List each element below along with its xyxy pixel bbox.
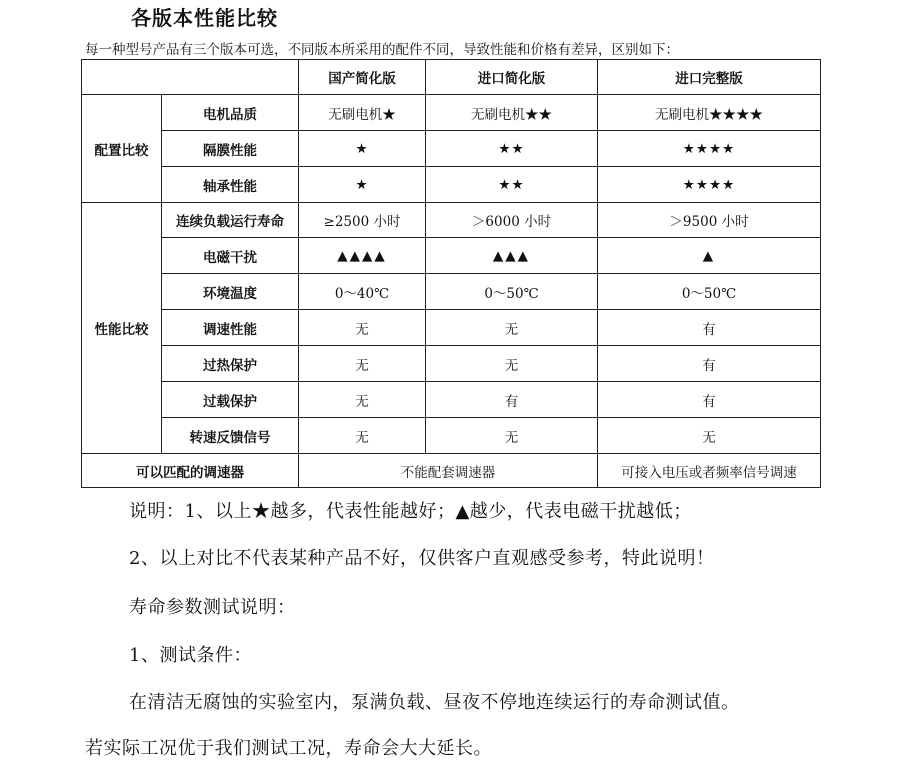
table-cell: ▲: [598, 238, 821, 274]
table-cell: 无: [426, 310, 598, 346]
table-cell: ★: [299, 131, 426, 167]
row-label: 环境温度: [162, 274, 299, 310]
header-empty-cell: [82, 60, 299, 95]
column-header: 进口简化版: [426, 60, 598, 95]
table-row: [82, 95, 821, 131]
controller-merged-cell: 不能配套调速器: [299, 454, 598, 488]
table-cell: 无: [299, 346, 426, 382]
comparison-table: [81, 59, 821, 488]
table-cell: 无刷电机★★: [426, 95, 598, 131]
table-row: [82, 346, 821, 382]
table-cell: 无: [299, 310, 426, 346]
table-cell: 无: [299, 418, 426, 454]
table-cell: ★: [299, 167, 426, 203]
note-line-4: 1、测试条件：: [129, 645, 252, 666]
table-row: [82, 418, 821, 454]
table-cell: ★★: [426, 167, 598, 203]
table-cell: 0～50℃: [598, 274, 821, 310]
table-cell: 无: [426, 346, 598, 382]
table-cell: 无刷电机★★★★: [598, 95, 821, 131]
column-header: 国产简化版: [299, 60, 426, 95]
table-cell: 无: [598, 418, 821, 454]
perf-group-label: 性能比较: [82, 203, 162, 454]
table-cell: 有: [598, 346, 821, 382]
table-cell: 有: [426, 382, 598, 418]
table-row: [82, 310, 821, 346]
table-cell: 无刷电机★: [299, 95, 426, 131]
table-row: [82, 274, 821, 310]
row-label: 连续负载运行寿命: [162, 203, 299, 238]
table-row: [82, 131, 821, 167]
table-cell: 有: [598, 382, 821, 418]
table-cell: ≥2500 小时: [299, 203, 426, 238]
table-header-row: [82, 60, 821, 95]
table-cell: 无: [299, 382, 426, 418]
row-label: 调速性能: [162, 310, 299, 346]
table-cell: 有: [598, 310, 821, 346]
controller-last-cell: 可接入电压或者频率信号调速: [598, 454, 821, 488]
row-label: 电机品质: [162, 95, 299, 131]
column-header: 进口完整版: [598, 60, 821, 95]
note-line-1: 说明：1、以上★越多，代表性能越好；▲越少，代表电磁干扰越低；: [129, 501, 692, 522]
table-cell: 无: [426, 418, 598, 454]
table-row: [82, 238, 821, 274]
table-cell: ▲▲▲▲: [299, 238, 426, 274]
table-cell: ＞9500 小时: [598, 203, 821, 238]
table-cell: ★★★★: [598, 167, 821, 203]
row-label: 过载保护: [162, 382, 299, 418]
row-label: 轴承性能: [162, 167, 299, 203]
table-row: [82, 167, 821, 203]
table-cell: 0～50℃: [426, 274, 598, 310]
table-cell: ▲▲▲: [426, 238, 598, 274]
table-cell: ★★★★: [598, 131, 821, 167]
note-line-6: 若实际工况优于我们测试工况，寿命会大大延长。: [85, 738, 492, 759]
page-title: 各版本性能比较: [131, 6, 278, 30]
config-group-label: 配置比较: [82, 95, 162, 203]
note-line-5: 在清洁无腐蚀的实验室内，泵满负载、昼夜不停地连续运行的寿命测试值。: [129, 692, 740, 713]
row-label: 隔膜性能: [162, 131, 299, 167]
row-label: 电磁干扰: [162, 238, 299, 274]
table-cell: ★★: [426, 131, 598, 167]
note-line-3: 寿命参数测试说明：: [129, 597, 296, 618]
table-row: [82, 203, 821, 238]
table-row: [82, 454, 821, 488]
row-label: 过热保护: [162, 346, 299, 382]
table-cell: 0～40℃: [299, 274, 426, 310]
table-cell: ＞6000 小时: [426, 203, 598, 238]
intro-text: 每一种型号产品有三个版本可选，不同版本所采用的配件不同，导致性能和价格有差异，区别如下：: [85, 42, 679, 58]
table-row: [82, 382, 821, 418]
note-line-2: 2、以上对比不代表某种产品不好，仅供客户直观感受参考，特此说明！: [129, 548, 715, 569]
controller-label: 可以匹配的调速器: [82, 454, 299, 488]
row-label: 转速反馈信号: [162, 418, 299, 454]
